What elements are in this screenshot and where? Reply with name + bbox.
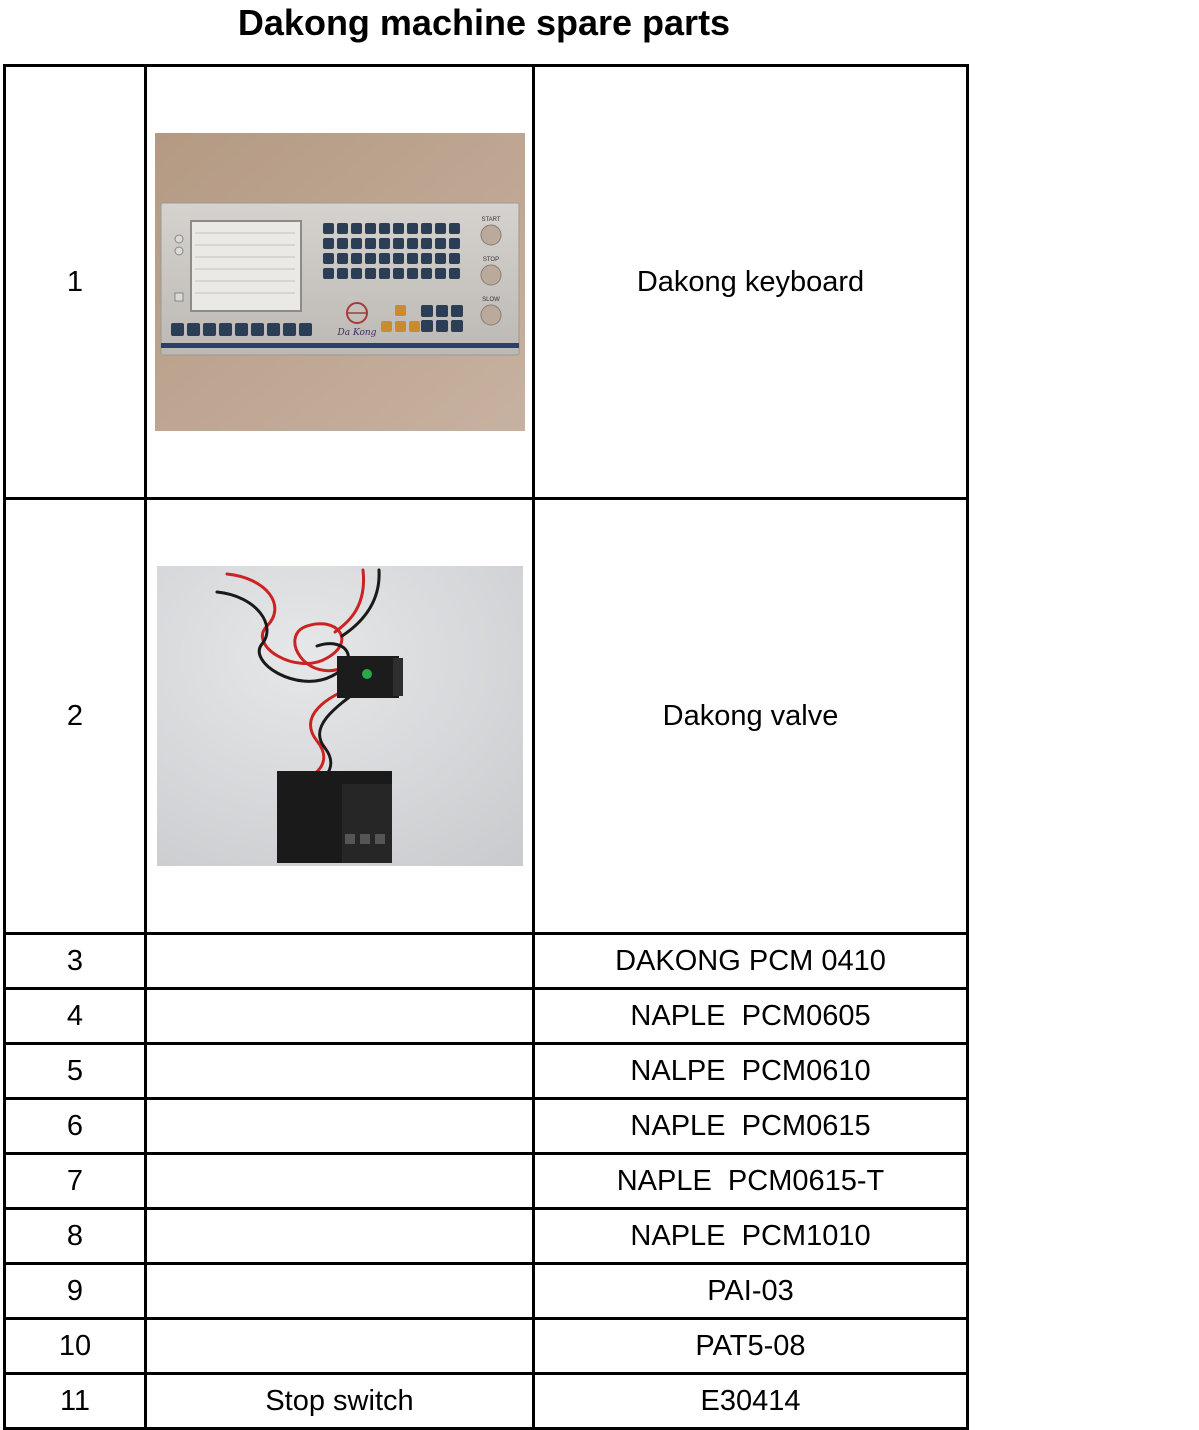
name-cell xyxy=(146,1209,534,1264)
row-number: 5 xyxy=(5,1044,146,1099)
description-cell: NAPLE PCM1010 xyxy=(534,1209,968,1264)
table-row xyxy=(5,989,968,1044)
name-cell: Stop switch xyxy=(146,1374,534,1429)
valve-photo xyxy=(157,566,523,866)
description-cell: NAPLE PCM0615 xyxy=(534,1099,968,1154)
table-row xyxy=(5,499,968,934)
table-row xyxy=(5,66,968,499)
table-row xyxy=(5,1264,968,1319)
row-number: 2 xyxy=(5,499,146,934)
description-cell: PAI-03 xyxy=(534,1264,968,1319)
description-cell: Dakong keyboard xyxy=(534,66,968,499)
row-number: 9 xyxy=(5,1264,146,1319)
description-cell: PAT5-08 xyxy=(534,1319,968,1374)
description-cell: NAPLE PCM0605 xyxy=(534,989,968,1044)
row-number: 11 xyxy=(5,1374,146,1429)
name-cell xyxy=(146,1154,534,1209)
keyboard-photo xyxy=(155,133,525,431)
name-cell xyxy=(146,1264,534,1319)
description-cell: NAPLE PCM0615-T xyxy=(534,1154,968,1209)
name-cell xyxy=(146,1044,534,1099)
row-number: 8 xyxy=(5,1209,146,1264)
image-cell xyxy=(146,66,534,499)
table-row xyxy=(5,1044,968,1099)
table-row xyxy=(5,1319,968,1374)
description-cell: Dakong valve xyxy=(534,499,968,934)
name-cell xyxy=(146,989,534,1044)
image-cell xyxy=(146,499,534,934)
table-row xyxy=(5,934,968,989)
table-row xyxy=(5,1209,968,1264)
name-cell xyxy=(146,1319,534,1374)
keyboard-brand-label: Da Kong xyxy=(337,328,376,338)
name-cell xyxy=(146,1099,534,1154)
description-cell: DAKONG PCM 0410 xyxy=(534,934,968,989)
row-number: 10 xyxy=(5,1319,146,1374)
row-number: 6 xyxy=(5,1099,146,1154)
row-number: 4 xyxy=(5,989,146,1044)
table-row xyxy=(5,1374,968,1429)
keyboard-start-label: START xyxy=(480,217,501,223)
description-cell: E30414 xyxy=(534,1374,968,1429)
description-cell: NALPE PCM0610 xyxy=(534,1044,968,1099)
page-title: Dakong machine spare parts xyxy=(237,2,731,43)
row-number: 1 xyxy=(5,66,146,499)
row-number: 7 xyxy=(5,1154,146,1209)
table-row xyxy=(5,1154,968,1209)
table-row xyxy=(5,1099,968,1154)
name-cell xyxy=(146,934,534,989)
row-number: 3 xyxy=(5,934,146,989)
parts-table xyxy=(3,64,969,1430)
keyboard-stop-label: STOP xyxy=(482,257,499,263)
keyboard-slow-label: SLOW xyxy=(481,297,500,303)
